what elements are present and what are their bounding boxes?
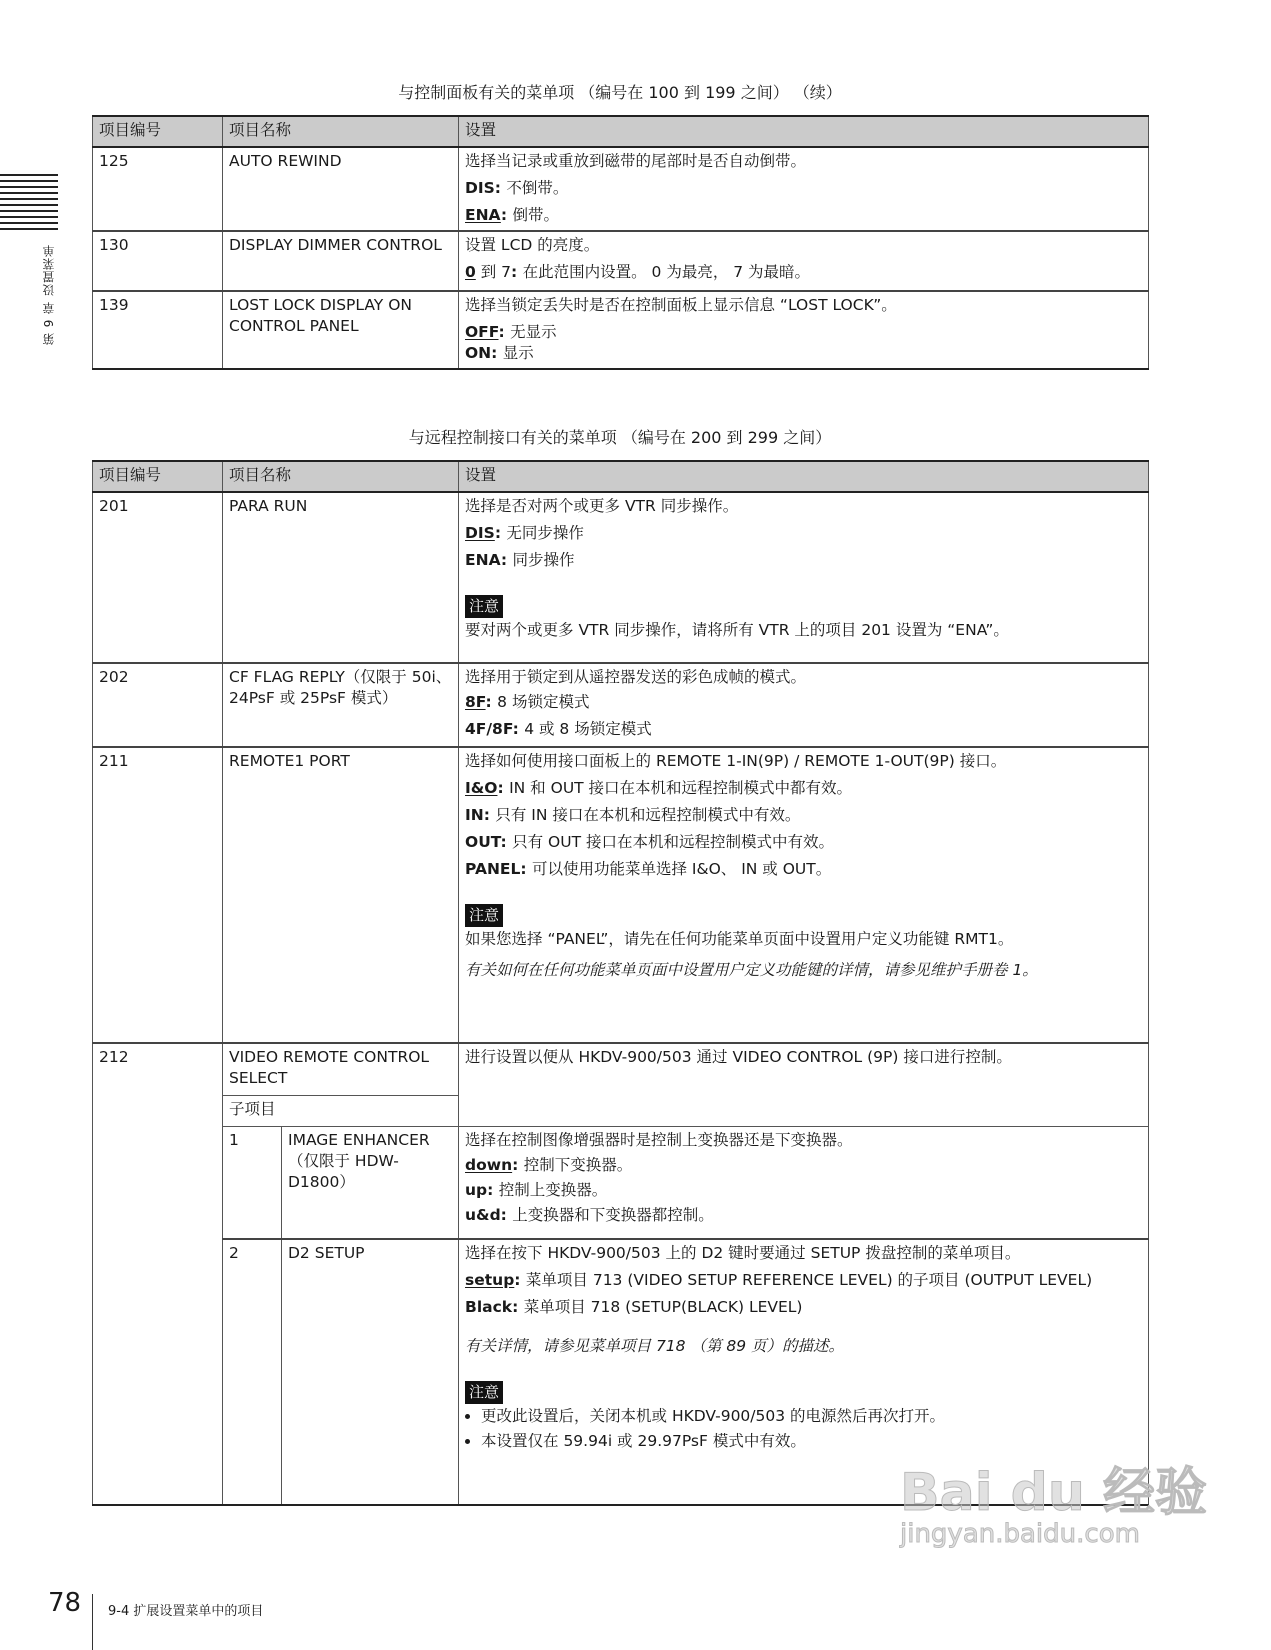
item-settings [459,747,1149,1043]
table-header-row [93,116,1149,147]
option: ON: 显示 [465,344,534,362]
table-row [93,291,1149,369]
table-row [93,1043,1149,1095]
option: OUT: 只有 OUT 接口在本机和远程控制模式中有效。 [465,833,834,851]
chapter-label: 第 9 章 设置菜单 [42,244,56,346]
option: Black: 菜单项目 718 (SETUP(BLACK) LEVEL) [465,1298,803,1316]
header-setting: 设置 [459,461,1149,492]
item-name: CF FLAG REPLY（仅限于 50i、 24PsF 或 25PsF 模式） [223,663,459,747]
item-settings [459,147,1149,231]
sub-item-settings [459,1239,1149,1505]
sub-item-header: 子项目 [223,1095,459,1126]
item-settings [459,1043,1149,1126]
item-name: AUTO REWIND [223,147,459,231]
control-panel-menu-table [92,115,1149,370]
option: PANEL: 可以使用功能菜单选择 I&O、 IN 或 OUT。 [465,860,832,878]
item-name: VIDEO REMOTE CONTROL SELECT [223,1043,459,1095]
table-row [93,663,1149,747]
item-name: REMOTE1 PORT [223,747,459,1043]
option-range: 0 到 7: 在此范围内设置。 0 为最亮， 7 为最暗。 [465,263,811,281]
item-description: 选择如何使用接口面板上的 REMOTE 1-IN(9P) / REMOTE 1-OUT(9P) 接口。 [465,752,1007,770]
chapter-tab-stripes [0,174,58,230]
sub-item-name: D2 SETUP [282,1239,459,1505]
note-item: • 本设置仅在 59.94i 或 29.97PsF 模式中有效。 [481,1431,1142,1452]
option-default: ENA: 倒带。 [465,206,559,224]
item-name: PARA RUN [223,492,459,663]
table1-title: 与控制面板有关的菜单项 （编号在 100 到 199 之间） （续） [398,83,842,102]
option-default: I&O: IN 和 OUT 接口在本机和远程控制模式中都有效。 [465,779,853,797]
option: DIS: 不倒带。 [465,179,569,197]
table-row [93,147,1149,231]
option: up: 控制上变换器。 [465,1180,608,1199]
chapter-side-tab [0,174,60,346]
item-description: 选择在按下 HKDV-900/503 上的 D2 键时要通过 SETUP 拨盘控制的菜单项目。 [465,1244,1021,1262]
note-badge: 注意 [465,904,503,927]
item-name: DISPLAY DIMMER CONTROL [223,231,459,291]
option: 4F/8F: 4 或 8 场锁定模式 [465,720,652,738]
table-row [93,231,1149,291]
item-no: 211 [93,747,223,1043]
item-no: 130 [93,231,223,291]
note-text: 如果您选择 “PANEL”，请先在任何功能菜单页面中设置用户定义功能键 RMT1。 [465,930,1014,948]
note-list [465,1406,1142,1452]
option: IN: 只有 IN 接口在本机和远程控制模式中有效。 [465,806,801,824]
item-no: 139 [93,291,223,369]
header-item-name: 项目名称 [223,116,459,147]
sub-item-row [93,1126,1149,1239]
page-number: 78 [48,1588,82,1618]
item-description: 设置 LCD 的亮度。 [465,236,600,254]
option: ENA: 同步操作 [465,551,575,569]
option-default: OFF: 无显示 [465,323,557,341]
reference-text: 有关如何在任何功能菜单页面中设置用户定义功能键的详情，请参见维护手册卷 1。 [465,961,1038,979]
note-item: • 更改此设置后，关闭本机或 HKDV-900/503 的电源然后再次打开。 [481,1406,1142,1427]
remote-interface-menu-table [92,460,1149,1506]
option-default: 8F: 8 场锁定模式 [465,693,590,711]
item-description: 选择当记录或重放到磁带的尾部时是否自动倒带。 [465,152,807,170]
item-settings [459,231,1149,291]
item-no: 202 [93,663,223,747]
item-no: 212 [93,1043,223,1505]
header-item-no: 项目编号 [93,461,223,492]
header-setting: 设置 [459,116,1149,147]
note-badge: 注意 [465,595,503,618]
item-name: LOST LOCK DISPLAY ON CONTROL PANEL [223,291,459,369]
item-settings [459,291,1149,369]
option-default: DIS: 无同步操作 [465,524,584,542]
footer-divider [92,1594,93,1650]
item-description: 选择在控制图像增强器时是控制上变换器还是下变换器。 [465,1130,853,1149]
table-row [93,492,1149,663]
note-badge: 注意 [465,1381,503,1404]
table-row [93,747,1149,1043]
reference-text: 有关详情，请参见菜单项目 718 （第 89 页）的描述。 [465,1337,845,1355]
option: u&d: 上变换器和下变换器都控制。 [465,1205,714,1224]
sub-item-no: 2 [223,1239,282,1505]
item-description: 选择是否对两个或更多 VTR 同步操作。 [465,497,739,515]
item-description: 选择用于锁定到从遥控器发送的彩色成帧的模式。 [465,668,807,686]
table-header-row [93,461,1149,492]
item-description: 选择当锁定丢失时是否在控制面板上显示信息 “LOST LOCK”。 [465,296,897,314]
option-default: setup: 菜单项目 713 (VIDEO SETUP REFERENCE LEVEL) 的子项目 (OUTPUT LEVEL) [465,1271,1093,1289]
option-default: down: 控制下变换器。 [465,1155,633,1174]
sub-item-name: IMAGE ENHANCER （仅限于 HDW-D1800） [282,1126,459,1239]
header-item-no: 项目编号 [93,116,223,147]
sub-item-settings [459,1126,1149,1239]
footer-section-title: 9-4 扩展设置菜单中的项目 [108,1604,264,1619]
item-no: 201 [93,492,223,663]
watermark-brand: Bai du 经验 [900,1463,1207,1523]
item-settings [459,492,1149,663]
header-item-name: 项目名称 [223,461,459,492]
watermark-url: jingyan.baidu.com [900,1519,1140,1549]
item-settings [459,663,1149,747]
table2-title: 与远程控制接口有关的菜单项 （编号在 200 到 299 之间） [408,428,832,447]
item-description: 进行设置以便从 HKDV-900/503 通过 VIDEO CONTROL (9P) 接口进行控制。 [465,1048,1012,1066]
item-no: 125 [93,147,223,231]
sub-item-no: 1 [223,1126,282,1239]
sub-item-row [93,1239,1149,1505]
note-text: 要对两个或更多 VTR 同步操作，请将所有 VTR 上的项目 201 设置为 “ENA”。 [465,621,1009,639]
